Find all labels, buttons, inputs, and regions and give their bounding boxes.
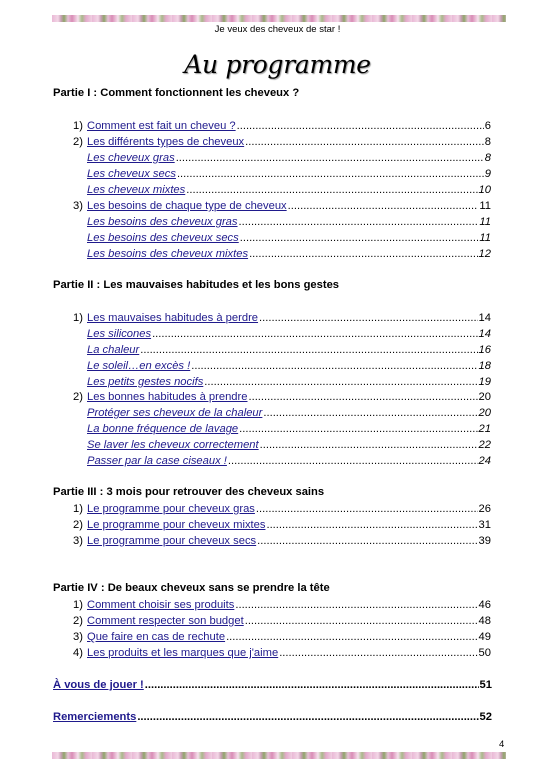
toc-entry <box>53 119 491 134</box>
toc-subentry <box>53 327 491 342</box>
page-ref: 11 <box>479 232 491 244</box>
toc-subentry <box>53 167 491 182</box>
toc-link[interactable]: À vous de jouer ! <box>53 679 144 691</box>
entry-number <box>53 135 87 150</box>
toc-subentry <box>53 406 491 421</box>
toc-subentry <box>53 422 491 437</box>
entry-number <box>53 343 87 358</box>
toc-subentry <box>53 215 491 230</box>
page-ref: 9 <box>484 168 491 180</box>
page-ref: 10 <box>478 184 491 196</box>
dot-leader <box>237 119 484 134</box>
toc-link[interactable]: Les produits et les marques que j'aime <box>87 647 279 659</box>
toc-link[interactable]: Les besoins des cheveux gras <box>87 216 238 228</box>
page-ref: 19 <box>478 376 491 388</box>
page-ref: 18 <box>478 360 491 372</box>
toc-link[interactable]: Les mauvaises habitudes à perdre <box>87 312 259 324</box>
toc-entry <box>53 502 491 517</box>
entry-number <box>53 359 87 374</box>
entry-number <box>53 422 87 437</box>
entry-number-label: 2) <box>73 136 83 148</box>
toc-entry <box>53 630 491 645</box>
dot-leader <box>152 327 477 342</box>
dot-leader <box>145 678 479 693</box>
page-ref: 50 <box>478 647 491 659</box>
toc-entry <box>53 135 491 150</box>
toc-link[interactable]: Protéger ses cheveux de la chaleur <box>87 407 263 419</box>
dot-leader <box>235 598 477 613</box>
toc-link[interactable]: Comment respecter son budget <box>87 615 244 627</box>
dot-leader <box>263 406 477 421</box>
page-ref: 21 <box>478 423 491 435</box>
dot-leader <box>288 199 479 214</box>
entry-number <box>53 534 87 549</box>
page-title: Au programme <box>184 50 371 79</box>
part-heading: Partie III : 3 mois pour retrouver des cheveux sains <box>53 486 325 498</box>
toc-link[interactable]: Les cheveux mixtes <box>87 184 186 196</box>
entry-number <box>53 614 87 629</box>
entry-number <box>53 375 87 390</box>
page-ref: 46 <box>478 599 491 611</box>
page-ref: 12 <box>478 248 491 260</box>
toc-link[interactable]: Les besoins des cheveux mixtes <box>87 248 249 260</box>
toc-link[interactable]: Se laver les cheveux correctement <box>87 439 259 451</box>
dot-leader <box>256 502 478 517</box>
part-heading: Partie II : Les mauvaises habitudes et les bons gestes <box>53 279 340 291</box>
entry-number <box>53 598 87 613</box>
entry-number <box>53 390 87 405</box>
entry-number-label: 2) <box>73 615 83 627</box>
entry-number <box>53 406 87 421</box>
dot-leader <box>176 151 484 166</box>
toc-link[interactable]: Que faire en cas de rechute <box>87 631 226 643</box>
entry-number <box>53 438 87 453</box>
entry-number <box>53 183 87 198</box>
running-header: Je veux des cheveux de star ! <box>214 24 341 35</box>
toc-entry <box>53 390 491 405</box>
page-ref: 24 <box>478 455 491 467</box>
entry-number-label: 2) <box>73 519 83 531</box>
part-heading: Partie IV : De beaux cheveux sans se prendre la tête <box>53 582 330 594</box>
entry-number-label: 1) <box>73 120 83 132</box>
dot-leader <box>186 183 477 198</box>
page-number: 4 <box>499 739 505 750</box>
entry-number <box>53 199 87 214</box>
toc-closing-entry <box>53 710 492 725</box>
entry-number <box>53 502 87 517</box>
toc-link[interactable]: Les cheveux gras <box>87 152 175 164</box>
page-ref: 26 <box>478 503 491 515</box>
page-ref: 6 <box>484 120 491 132</box>
part-heading: Partie I : Comment fonctionnent les cheveux ? <box>53 87 300 99</box>
entry-number <box>53 247 87 262</box>
toc-subentry <box>53 247 491 262</box>
dot-leader <box>191 359 477 374</box>
dot-leader <box>279 646 477 661</box>
toc-link[interactable]: Les bonnes habitudes à prendre <box>87 391 248 403</box>
page-ref: 11 <box>479 216 491 228</box>
toc-link[interactable]: Les différents types de cheveux <box>87 136 245 148</box>
dot-leader <box>260 438 478 453</box>
dot-leader <box>239 215 479 230</box>
entry-number-label: 1) <box>73 312 83 324</box>
toc-entry <box>53 518 491 533</box>
decorative-bottom-band <box>52 752 506 759</box>
page-ref: 51 <box>479 679 492 691</box>
toc-link[interactable]: Les cheveux secs <box>87 168 176 180</box>
entry-number <box>53 215 87 230</box>
toc-subentry <box>53 151 491 166</box>
entry-number-label: 3) <box>73 631 83 643</box>
page-ref: 8 <box>484 152 491 164</box>
dot-leader <box>245 135 484 150</box>
toc-link[interactable]: Les petits gestes nocifs <box>87 376 204 388</box>
dot-leader <box>245 614 478 629</box>
toc-link[interactable]: La bonne fréquence de lavage <box>87 423 239 435</box>
page-ref: 20 <box>478 391 491 403</box>
entry-number <box>53 231 87 246</box>
toc-entry <box>53 598 491 613</box>
dot-leader <box>259 311 478 326</box>
toc-entry <box>53 311 491 326</box>
toc-link[interactable]: Le programme pour cheveux secs <box>87 535 257 547</box>
entry-number-label: 1) <box>73 599 83 611</box>
page-ref: 11 <box>479 200 491 212</box>
dot-leader <box>204 375 477 390</box>
page-ref: 52 <box>479 711 492 723</box>
toc-link[interactable]: La chaleur <box>87 344 140 356</box>
entry-number-label: 1) <box>73 503 83 515</box>
page-ref: 16 <box>478 344 491 356</box>
entry-number-label: 4) <box>73 647 83 659</box>
dot-leader <box>266 518 477 533</box>
dot-leader <box>249 247 477 262</box>
toc-link[interactable]: Les besoins de chaque type de cheveux <box>87 200 287 212</box>
dot-leader <box>137 710 478 725</box>
toc-link[interactable]: Le programme pour cheveux mixtes <box>87 519 266 531</box>
toc-subentry <box>53 183 491 198</box>
page-ref: 39 <box>478 535 491 547</box>
entry-number <box>53 518 87 533</box>
dot-leader <box>140 343 477 358</box>
page-ref: 14 <box>478 312 491 324</box>
page-ref: 49 <box>478 631 491 643</box>
entry-number-label: 2) <box>73 391 83 403</box>
entry-number <box>53 454 87 469</box>
entry-number <box>53 630 87 645</box>
toc-subentry <box>53 343 491 358</box>
entry-number <box>53 119 87 134</box>
dot-leader <box>257 534 477 549</box>
dot-leader <box>228 454 478 469</box>
toc-subentry <box>53 359 491 374</box>
toc-subentry <box>53 231 491 246</box>
toc-link[interactable]: Les besoins des cheveux secs <box>87 232 239 244</box>
toc-link[interactable]: Comment choisir ses produits <box>87 599 235 611</box>
toc-entry <box>53 199 491 214</box>
toc-link[interactable]: Le soleil…en excès ! <box>87 360 191 372</box>
dot-leader <box>240 231 479 246</box>
dot-leader <box>248 390 477 405</box>
page-ref: 14 <box>478 328 491 340</box>
toc-link[interactable]: Le programme pour cheveux gras <box>87 503 255 515</box>
page-ref: 22 <box>478 439 491 451</box>
dot-leader <box>177 167 484 182</box>
decorative-top-band <box>52 15 506 22</box>
toc-link[interactable]: Les silicones <box>87 328 152 340</box>
toc-subentry <box>53 438 491 453</box>
entry-number <box>53 327 87 342</box>
toc-link[interactable]: Comment est fait un cheveu ? <box>87 120 236 132</box>
toc-link[interactable]: Passer par la case ciseaux ! <box>87 455 227 467</box>
entry-number <box>53 646 87 661</box>
dot-leader <box>239 422 477 437</box>
toc-link[interactable]: Remerciements <box>53 711 137 723</box>
toc-entry <box>53 534 491 549</box>
toc-entry <box>53 614 491 629</box>
entry-number <box>53 167 87 182</box>
dot-leader <box>226 630 477 645</box>
toc-closing-entry <box>53 678 492 693</box>
toc-subentry <box>53 454 491 469</box>
toc-subentry <box>53 375 491 390</box>
page-ref: 48 <box>478 615 491 627</box>
page-ref: 20 <box>478 407 491 419</box>
page-ref: 8 <box>484 136 491 148</box>
page-ref: 31 <box>478 519 491 531</box>
toc-entry <box>53 646 491 661</box>
entry-number <box>53 151 87 166</box>
entry-number <box>53 311 87 326</box>
entry-number-label: 3) <box>73 535 83 547</box>
entry-number-label: 3) <box>73 200 83 212</box>
